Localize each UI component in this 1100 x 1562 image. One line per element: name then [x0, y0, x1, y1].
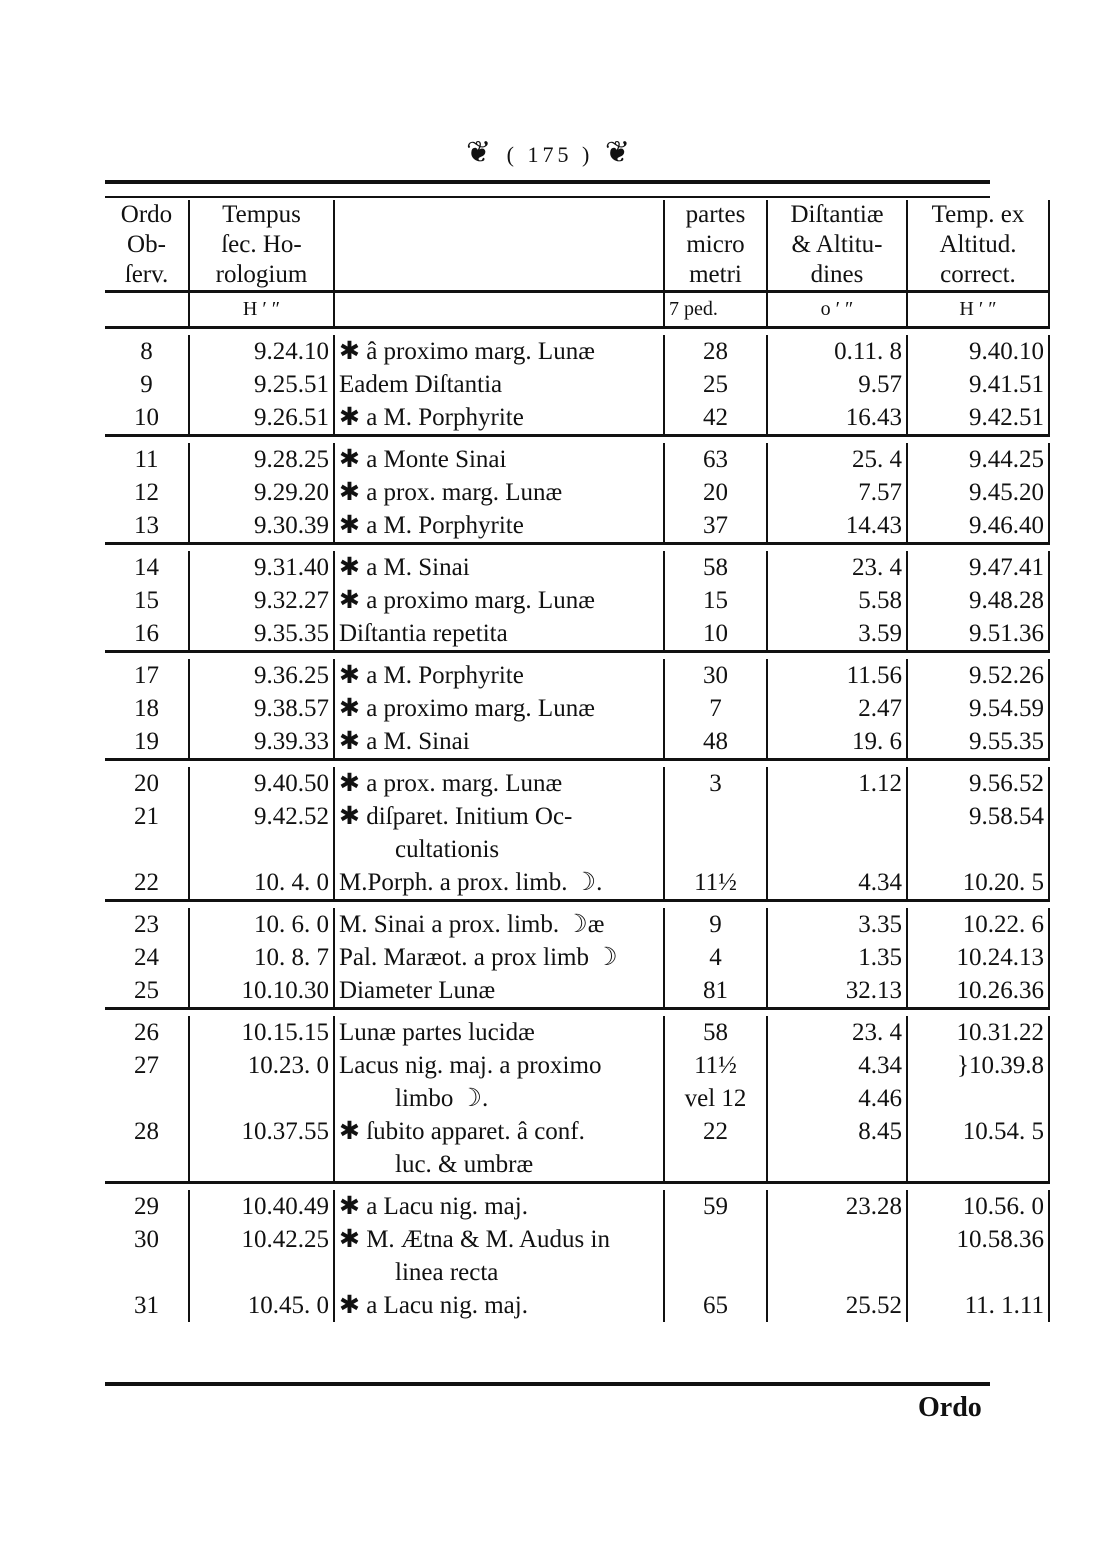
- cell-ordo: 16: [134, 620, 159, 647]
- cell-distantia: 14.43: [767, 509, 907, 544]
- cell-partes: 3: [664, 767, 767, 800]
- cell-partes: 11½: [664, 866, 767, 901]
- cell-distantia: 7.57: [767, 476, 907, 509]
- cell-distantia: 23.28: [767, 1190, 907, 1223]
- cell-partes: 65: [664, 1289, 767, 1322]
- cell-description: ✱ a prox. marg. Lunæ: [334, 767, 664, 800]
- cell-distantia: 1.35: [767, 941, 907, 974]
- cell-temp-correct: 9.45.20: [907, 476, 1049, 509]
- cell-description: ✱ a proximo marg. Lunæ: [334, 584, 664, 617]
- cell-temp-correct: 9.44.25: [907, 443, 1049, 476]
- cell-description: cultationis: [334, 833, 664, 866]
- column-header-temp-correct: Altitud.: [907, 230, 1049, 260]
- cell-temp-correct: [907, 1148, 1049, 1183]
- column-header-distantia: Diſtantiæ: [767, 200, 907, 230]
- cell-description: ✱ a M. Sinai: [334, 725, 664, 760]
- cell-description: ✱ a M. Porphyrite: [334, 509, 664, 544]
- cell-description: M. Sinai a prox. limb. ☽æ: [334, 908, 664, 941]
- cell-description: M.Porph. a prox. limb. ☽.: [334, 866, 664, 901]
- table-row: [105, 1115, 1049, 1148]
- cell-description: ✱ ſubito apparet. â conf.: [334, 1115, 664, 1148]
- catchword: Ordo: [918, 1392, 982, 1423]
- header-row: [105, 260, 1049, 292]
- cell-tempus: 10.45. 0: [189, 1289, 334, 1322]
- cell-partes: 63: [664, 443, 767, 476]
- column-header-temp-correct: correct.: [907, 260, 1049, 292]
- column-header-partes: micro: [664, 230, 767, 260]
- column-header-ordo: Ob-: [127, 231, 166, 258]
- cell-description: ✱ a Monte Sinai: [334, 443, 664, 476]
- table-row: [105, 908, 1049, 941]
- table-row: [105, 368, 1049, 401]
- column-header-temp-correct: Temp. ex: [907, 200, 1049, 230]
- bottom-rule: [105, 1382, 990, 1386]
- cell-ordo: 22: [134, 869, 159, 896]
- cell-description: Pal. Maræot. a prox limb ☽: [334, 941, 664, 974]
- cell-ordo: 17: [134, 662, 159, 689]
- cell-temp-correct: 9.40.10: [907, 335, 1049, 368]
- cell-description: ✱ a M. Porphyrite: [334, 659, 664, 692]
- unit-partes: 7 ped.: [664, 293, 767, 328]
- cell-tempus: [189, 833, 334, 866]
- cell-description: Lacus nig. maj. a proximo: [334, 1049, 664, 1082]
- cell-distantia: [767, 1148, 907, 1183]
- cell-description: Diſtantia repetita: [334, 617, 664, 652]
- table-row: [105, 767, 1049, 800]
- cell-temp-correct: 10.20. 5: [907, 866, 1049, 901]
- cell-temp-correct: 9.42.51: [907, 401, 1049, 436]
- cell-temp-correct: [907, 1256, 1049, 1289]
- cell-tempus: [189, 1256, 334, 1289]
- table-row: [105, 584, 1049, 617]
- table-row: [105, 1190, 1049, 1223]
- cell-partes: 58: [664, 1016, 767, 1049]
- cell-ordo: 31: [134, 1292, 159, 1319]
- table-row: [105, 476, 1049, 509]
- cell-temp-correct: 9.55.35: [907, 725, 1049, 760]
- cell-distantia: 19. 6: [767, 725, 907, 760]
- cell-ordo: 20: [134, 770, 159, 797]
- header-row: [105, 230, 1049, 260]
- table-row: [105, 551, 1049, 584]
- cell-distantia: 4.34: [767, 1049, 907, 1082]
- cell-ordo: 11: [134, 446, 159, 473]
- table-row: [105, 800, 1049, 833]
- cell-description: Eadem Diſtantia: [334, 368, 664, 401]
- cell-distantia: 4.34: [767, 866, 907, 901]
- cell-temp-correct: 10.58.36: [907, 1223, 1049, 1256]
- cell-temp-correct: }10.39.8: [907, 1049, 1049, 1082]
- cell-ordo: 30: [134, 1226, 159, 1253]
- table-row: [105, 866, 1049, 901]
- cell-ordo: 13: [134, 512, 159, 539]
- cell-temp-correct: [907, 1082, 1049, 1115]
- cell-temp-correct: 9.54.59: [907, 692, 1049, 725]
- cell-temp-correct: 10.54. 5: [907, 1115, 1049, 1148]
- table-row: [105, 1049, 1049, 1082]
- cell-description: linea recta: [334, 1256, 664, 1289]
- cell-distantia: [767, 833, 907, 866]
- column-header-description: [334, 200, 664, 230]
- cell-description: limbo ☽.: [334, 1082, 664, 1115]
- cell-tempus: 9.42.52: [189, 800, 334, 833]
- cell-ordo: [105, 1148, 189, 1183]
- column-header-ordo: ſerv.: [124, 261, 169, 288]
- cell-tempus: 10.37.55: [189, 1115, 334, 1148]
- table-row: [105, 659, 1049, 692]
- cell-tempus: 10. 4. 0: [189, 866, 334, 901]
- cell-partes: 37: [664, 509, 767, 544]
- cell-ordo: 8: [140, 338, 153, 365]
- cell-temp-correct: 11. 1.11: [907, 1289, 1049, 1322]
- cell-temp-correct: 9.46.40: [907, 509, 1049, 544]
- cell-tempus: 10.10.30: [189, 974, 334, 1009]
- cell-tempus: 9.38.57: [189, 692, 334, 725]
- cell-partes: 58: [664, 551, 767, 584]
- column-header-distantia: dines: [767, 260, 907, 292]
- cell-temp-correct: 10.31.22: [907, 1016, 1049, 1049]
- cell-ordo: 21: [134, 803, 159, 830]
- cell-partes: 15: [664, 584, 767, 617]
- column-header-tempus: rologium: [189, 260, 334, 292]
- cell-partes: [664, 833, 767, 866]
- cell-ordo: 26: [134, 1019, 159, 1046]
- cell-temp-correct: 9.52.26: [907, 659, 1049, 692]
- table-row: [105, 1289, 1049, 1322]
- cell-description: Lunæ partes lucidæ: [334, 1016, 664, 1049]
- column-header-description: [334, 230, 664, 260]
- cell-distantia: 8.45: [767, 1115, 907, 1148]
- cell-distantia: [767, 1223, 907, 1256]
- cell-partes: [664, 1148, 767, 1183]
- cell-ordo: 9: [140, 371, 153, 398]
- cell-partes: vel 12: [664, 1082, 767, 1115]
- table-row: [105, 335, 1049, 368]
- table-row: [105, 1148, 1049, 1183]
- column-header-ordo: Ordo: [120, 201, 173, 228]
- cell-partes: 22: [664, 1115, 767, 1148]
- cell-description: ✱ â proximo marg. Lunæ: [334, 335, 664, 368]
- table-row: [105, 833, 1049, 866]
- cell-partes: 11½: [664, 1049, 767, 1082]
- cell-ordo: 19: [134, 728, 159, 755]
- cell-tempus: 9.26.51: [189, 401, 334, 436]
- table-row: [105, 1256, 1049, 1289]
- cell-temp-correct: 10.56. 0: [907, 1190, 1049, 1223]
- cell-description: ✱ a proximo marg. Lunæ: [334, 692, 664, 725]
- observation-table: [105, 200, 1050, 1322]
- cell-ordo: 14: [134, 554, 159, 581]
- cell-distantia: 11.56: [767, 659, 907, 692]
- cell-ordo: 18: [134, 695, 159, 722]
- cell-tempus: 9.40.50: [189, 767, 334, 800]
- cell-ordo: 15: [134, 587, 159, 614]
- table-row: [105, 1223, 1049, 1256]
- cell-tempus: 9.32.27: [189, 584, 334, 617]
- column-header-description: [334, 260, 664, 292]
- cell-partes: 42: [664, 401, 767, 436]
- header-row: [105, 200, 1049, 230]
- unit-ordo: [105, 293, 189, 328]
- cell-distantia: 0.11. 8: [767, 335, 907, 368]
- page-number: ( 175 ): [506, 142, 594, 167]
- cell-partes: 7: [664, 692, 767, 725]
- cell-partes: 48: [664, 725, 767, 760]
- cell-ordo: [105, 1082, 189, 1115]
- cell-partes: 4: [664, 941, 767, 974]
- column-header-tempus: ſec. Ho-: [189, 230, 334, 260]
- table-row: [105, 443, 1049, 476]
- cell-ordo: [105, 1256, 189, 1289]
- table-row: [105, 1016, 1049, 1049]
- cell-tempus: 9.31.40: [189, 551, 334, 584]
- table-row: [105, 692, 1049, 725]
- cell-distantia: 5.58: [767, 584, 907, 617]
- page-header: [0, 135, 1100, 170]
- top-rule-inner: [105, 196, 990, 198]
- top-rule: [105, 180, 990, 184]
- cell-tempus: 10.23. 0: [189, 1049, 334, 1082]
- cell-description: luc. & umbræ: [334, 1148, 664, 1183]
- cell-distantia: 16.43: [767, 401, 907, 436]
- cell-temp-correct: 9.48.28: [907, 584, 1049, 617]
- cell-partes: 30: [664, 659, 767, 692]
- cell-distantia: 4.46: [767, 1082, 907, 1115]
- cell-temp-correct: 9.47.41: [907, 551, 1049, 584]
- cell-tempus: 9.36.25: [189, 659, 334, 692]
- fleuron-ornament-icon: ❦: [604, 136, 634, 169]
- cell-distantia: 25. 4: [767, 443, 907, 476]
- cell-partes: 81: [664, 974, 767, 1009]
- table-row: [105, 725, 1049, 760]
- cell-temp-correct: 9.56.52: [907, 767, 1049, 800]
- cell-tempus: 9.39.33: [189, 725, 334, 760]
- cell-ordo: 27: [134, 1052, 159, 1079]
- table-row: [105, 941, 1049, 974]
- cell-tempus: 9.35.35: [189, 617, 334, 652]
- cell-partes: 59: [664, 1190, 767, 1223]
- cell-temp-correct: 10.24.13: [907, 941, 1049, 974]
- cell-distantia: 3.35: [767, 908, 907, 941]
- cell-distantia: 2.47: [767, 692, 907, 725]
- cell-partes: 9: [664, 908, 767, 941]
- cell-description: ✱ a Lacu nig. maj.: [334, 1289, 664, 1322]
- cell-tempus: 10. 8. 7: [189, 941, 334, 974]
- table-row: [105, 1082, 1049, 1115]
- cell-distantia: 9.57: [767, 368, 907, 401]
- cell-ordo: 28: [134, 1118, 159, 1145]
- cell-ordo: 10: [134, 404, 159, 431]
- cell-tempus: [189, 1082, 334, 1115]
- cell-distantia: 32.13: [767, 974, 907, 1009]
- cell-ordo: [105, 833, 189, 866]
- unit-description: [334, 293, 664, 328]
- cell-tempus: 9.28.25: [189, 443, 334, 476]
- units-row: [105, 293, 1049, 328]
- cell-tempus: [189, 1148, 334, 1183]
- cell-ordo: 25: [134, 977, 159, 1004]
- cell-description: ✱ diſparet. Initium Oc-: [334, 800, 664, 833]
- cell-ordo: 23: [134, 911, 159, 938]
- cell-partes: 20: [664, 476, 767, 509]
- table-row: [105, 509, 1049, 544]
- cell-distantia: 3.59: [767, 617, 907, 652]
- table-row: [105, 617, 1049, 652]
- cell-distantia: 25.52: [767, 1289, 907, 1322]
- cell-ordo: 29: [134, 1193, 159, 1220]
- cell-distantia: 23. 4: [767, 1016, 907, 1049]
- cell-distantia: [767, 1256, 907, 1289]
- unit-temp-correct: H ′ ″: [907, 293, 1049, 328]
- unit-distantia: o ′ ″: [767, 293, 907, 328]
- cell-description: ✱ a prox. marg. Lunæ: [334, 476, 664, 509]
- cell-partes: [664, 800, 767, 833]
- cell-temp-correct: 10.22. 6: [907, 908, 1049, 941]
- cell-description: ✱ M. Ætna & M. Audus in: [334, 1223, 664, 1256]
- cell-partes: [664, 1223, 767, 1256]
- table-row: [105, 401, 1049, 436]
- fleuron-ornament-icon: ❦: [466, 136, 496, 169]
- cell-temp-correct: 10.26.36: [907, 974, 1049, 1009]
- cell-partes: [664, 1256, 767, 1289]
- table-row: [105, 974, 1049, 1009]
- cell-temp-correct: 9.41.51: [907, 368, 1049, 401]
- column-header-partes: metri: [664, 260, 767, 292]
- cell-tempus: 9.25.51: [189, 368, 334, 401]
- cell-description: Diameter Lunæ: [334, 974, 664, 1009]
- cell-ordo: 24: [134, 944, 159, 971]
- cell-tempus: 10. 6. 0: [189, 908, 334, 941]
- cell-distantia: 23. 4: [767, 551, 907, 584]
- column-header-partes: partes: [664, 200, 767, 230]
- cell-tempus: 9.30.39: [189, 509, 334, 544]
- cell-partes: 25: [664, 368, 767, 401]
- cell-tempus: 9.24.10: [189, 335, 334, 368]
- cell-tempus: 10.42.25: [189, 1223, 334, 1256]
- cell-temp-correct: 9.51.36: [907, 617, 1049, 652]
- cell-tempus: 9.29.20: [189, 476, 334, 509]
- cell-partes: 10: [664, 617, 767, 652]
- cell-distantia: 1.12: [767, 767, 907, 800]
- cell-temp-correct: [907, 833, 1049, 866]
- cell-description: ✱ a M. Sinai: [334, 551, 664, 584]
- cell-tempus: 10.40.49: [189, 1190, 334, 1223]
- cell-description: ✱ a Lacu nig. maj.: [334, 1190, 664, 1223]
- unit-tempus: H ′ ″: [189, 293, 334, 328]
- cell-temp-correct: 9.58.54: [907, 800, 1049, 833]
- column-header-distantia: & Altitu-: [767, 230, 907, 260]
- cell-ordo: 12: [134, 479, 159, 506]
- cell-description: ✱ a M. Porphyrite: [334, 401, 664, 436]
- cell-partes: 28: [664, 335, 767, 368]
- cell-tempus: 10.15.15: [189, 1016, 334, 1049]
- column-header-tempus: Tempus: [189, 200, 334, 230]
- cell-distantia: [767, 800, 907, 833]
